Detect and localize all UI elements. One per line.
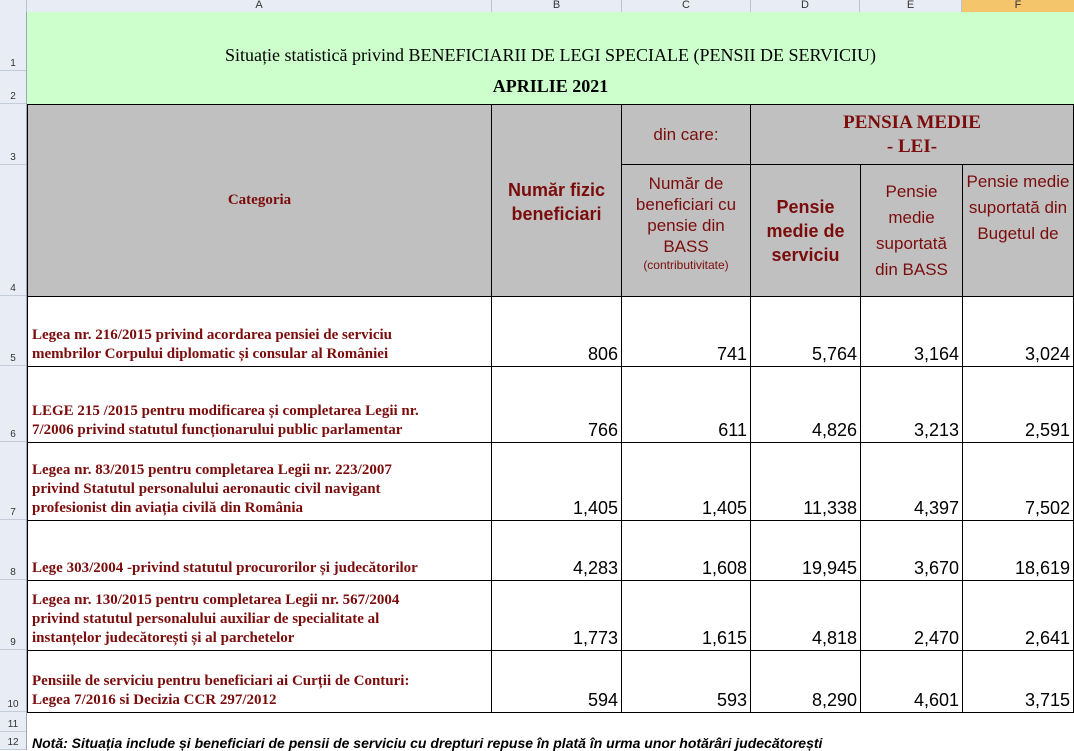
header-numar-fizic[interactable] <box>491 104 622 297</box>
header-pensia-medie[interactable] <box>750 104 1074 165</box>
row-header-8[interactable]: 8 <box>0 520 26 580</box>
column-header-a[interactable]: A <box>27 0 492 12</box>
footnote: Notă: Situația include și beneficiari de pensii de serviciu cu drepturi repuse în plată în urma unor hotărâri judecătorești <box>32 735 823 751</box>
column-header-e[interactable]: E <box>860 0 962 12</box>
cell-numar-fizic[interactable]: 4,283 <box>491 520 622 581</box>
row-header-11[interactable]: 11 <box>0 712 26 732</box>
label-line: membrilor Corpului diplomatic și consular al României <box>32 346 389 362</box>
cell-pensie-serviciu[interactable]: 11,338 <box>750 442 861 521</box>
cell-pensie-serviciu[interactable]: 5,764 <box>750 296 861 367</box>
label-line: Lege 303/2004 -privind statutul procurorilor și judecătorilor <box>32 560 418 576</box>
cell-numar-fizic[interactable]: 766 <box>491 366 622 443</box>
label-line: profesionist din aviația civilă din România <box>32 500 304 516</box>
header-pensie-serviciu-label: Pensie medie de serviciu <box>766 196 845 265</box>
header-pensia-medie-unit: - LEI- <box>886 136 938 157</box>
cell-numar-bass[interactable]: 1,615 <box>621 580 751 651</box>
cell-numar-bass[interactable]: 611 <box>621 366 751 443</box>
title-band[interactable] <box>27 12 1074 104</box>
select-all-corner[interactable] <box>0 0 27 12</box>
header-numar-bass-label: Număr de beneficiari cu pensie din BASS <box>635 174 737 256</box>
column-header-d[interactable]: D <box>751 0 860 12</box>
row-header-bar <box>0 12 27 750</box>
header-pensie-buget-label: Pensie medie suportată din Bugetul de <box>966 172 1070 243</box>
column-header-f[interactable]: F <box>962 0 1074 12</box>
cell-pensie-bass[interactable]: 4,397 <box>860 442 963 521</box>
cell-pensie-buget[interactable]: 7,502 <box>962 442 1074 521</box>
header-categoria[interactable] <box>27 104 492 297</box>
label-line: privind Statutul personalului aeronautic civil navigant <box>32 481 381 497</box>
cell-pensie-buget[interactable]: 3,024 <box>962 296 1074 367</box>
table-row-label[interactable] <box>27 650 492 713</box>
column-header-c[interactable]: C <box>622 0 751 12</box>
label-line: Pensiile de serviciu pentru beneficiari ai Curții de Conturi: <box>32 673 410 689</box>
label-line: privind statutul personalului auxiliar de specialitate al <box>32 611 380 627</box>
column-header-b[interactable]: B <box>492 0 622 12</box>
cell-numar-bass[interactable]: 741 <box>621 296 751 367</box>
row-header-6[interactable]: 6 <box>0 366 26 442</box>
cell-numar-fizic[interactable]: 1,405 <box>491 442 622 521</box>
cell-pensie-bass[interactable]: 2,470 <box>860 580 963 651</box>
cell-numar-fizic[interactable]: 1,773 <box>491 580 622 651</box>
header-pensia-medie-label: PENSIA MEDIE <box>843 112 981 133</box>
table-row-label[interactable] <box>27 366 492 443</box>
header-din-care[interactable] <box>621 104 751 165</box>
row-header-12[interactable]: 12 <box>0 732 26 750</box>
label-line: 7/2006 privind statutul funcționarului public parlamentar <box>32 422 403 438</box>
cell-numar-bass[interactable]: 593 <box>621 650 751 713</box>
row-header-7[interactable]: 7 <box>0 442 26 520</box>
label-line: Legea nr. 83/2015 pentru completarea Legii nr. 223/2007 <box>32 462 392 478</box>
cell-numar-bass[interactable]: 1,405 <box>621 442 751 521</box>
header-pensie-bass-label: Pensie medie suportată din BASS <box>875 181 948 279</box>
cell-numar-bass[interactable]: 1,608 <box>621 520 751 581</box>
cell-pensie-serviciu[interactable]: 19,945 <box>750 520 861 581</box>
row-header-2[interactable]: 2 <box>0 71 26 104</box>
cell-pensie-bass[interactable]: 4,601 <box>860 650 963 713</box>
row-header-1[interactable]: 1 <box>0 12 26 71</box>
header-pensie-bass[interactable] <box>860 164 963 297</box>
row-header-5[interactable]: 5 <box>0 296 26 366</box>
cell-numar-fizic[interactable]: 806 <box>491 296 622 367</box>
label-line: Legea nr. 216/2015 privind acordarea pensiei de serviciu <box>32 327 392 343</box>
header-pensie-buget[interactable] <box>962 164 1074 297</box>
cell-pensie-buget[interactable]: 18,619 <box>962 520 1074 581</box>
sheet-title: Situație statistică privind BENEFICIARII DE LEGI SPECIALE (PENSII DE SERVICIU) <box>225 45 876 65</box>
cell-pensie-serviciu[interactable]: 8,290 <box>750 650 861 713</box>
row-header-4[interactable]: 4 <box>0 165 26 296</box>
row-header-9[interactable]: 9 <box>0 580 26 650</box>
cell-pensie-buget[interactable]: 2,591 <box>962 366 1074 443</box>
cell-pensie-bass[interactable]: 3,670 <box>860 520 963 581</box>
table-row-label[interactable] <box>27 442 492 521</box>
header-din-care-label: din care: <box>653 124 719 144</box>
label-line: Legea nr. 130/2015 pentru completarea Legii nr. 567/2004 <box>32 592 400 608</box>
label-line: LEGE 215 /2015 pentru modificarea și completarea Legii nr. <box>32 403 419 419</box>
row-header-10[interactable]: 10 <box>0 650 26 712</box>
label-line: Legea 7/2016 si Decizia CCR 297/2012 <box>32 692 277 708</box>
cell-pensie-serviciu[interactable]: 4,818 <box>750 580 861 651</box>
header-numar-bass[interactable] <box>621 164 751 297</box>
header-pensie-serviciu[interactable] <box>750 164 861 297</box>
cell-numar-fizic[interactable]: 594 <box>491 650 622 713</box>
sheet-subtitle: APRILIE 2021 <box>492 76 609 96</box>
cell-pensie-bass[interactable]: 3,213 <box>860 366 963 443</box>
cell-pensie-bass[interactable]: 3,164 <box>860 296 963 367</box>
header-numar-fizic-label: Număr fizic beneficiari <box>507 179 606 224</box>
cell-pensie-buget[interactable]: 2,641 <box>962 580 1074 651</box>
table-row-label[interactable] <box>27 580 492 651</box>
header-numar-bass-sub: (contributivitate) <box>643 258 729 272</box>
header-categoria-label: Categoria <box>227 192 292 208</box>
table-row-label[interactable] <box>27 296 492 367</box>
cell-pensie-serviciu[interactable]: 4,826 <box>750 366 861 443</box>
label-line: instanțelor judecătorești și al parchetelor <box>32 630 295 646</box>
table-row-label[interactable] <box>27 520 492 581</box>
cell-pensie-buget[interactable]: 3,715 <box>962 650 1074 713</box>
row-header-3[interactable]: 3 <box>0 104 26 165</box>
